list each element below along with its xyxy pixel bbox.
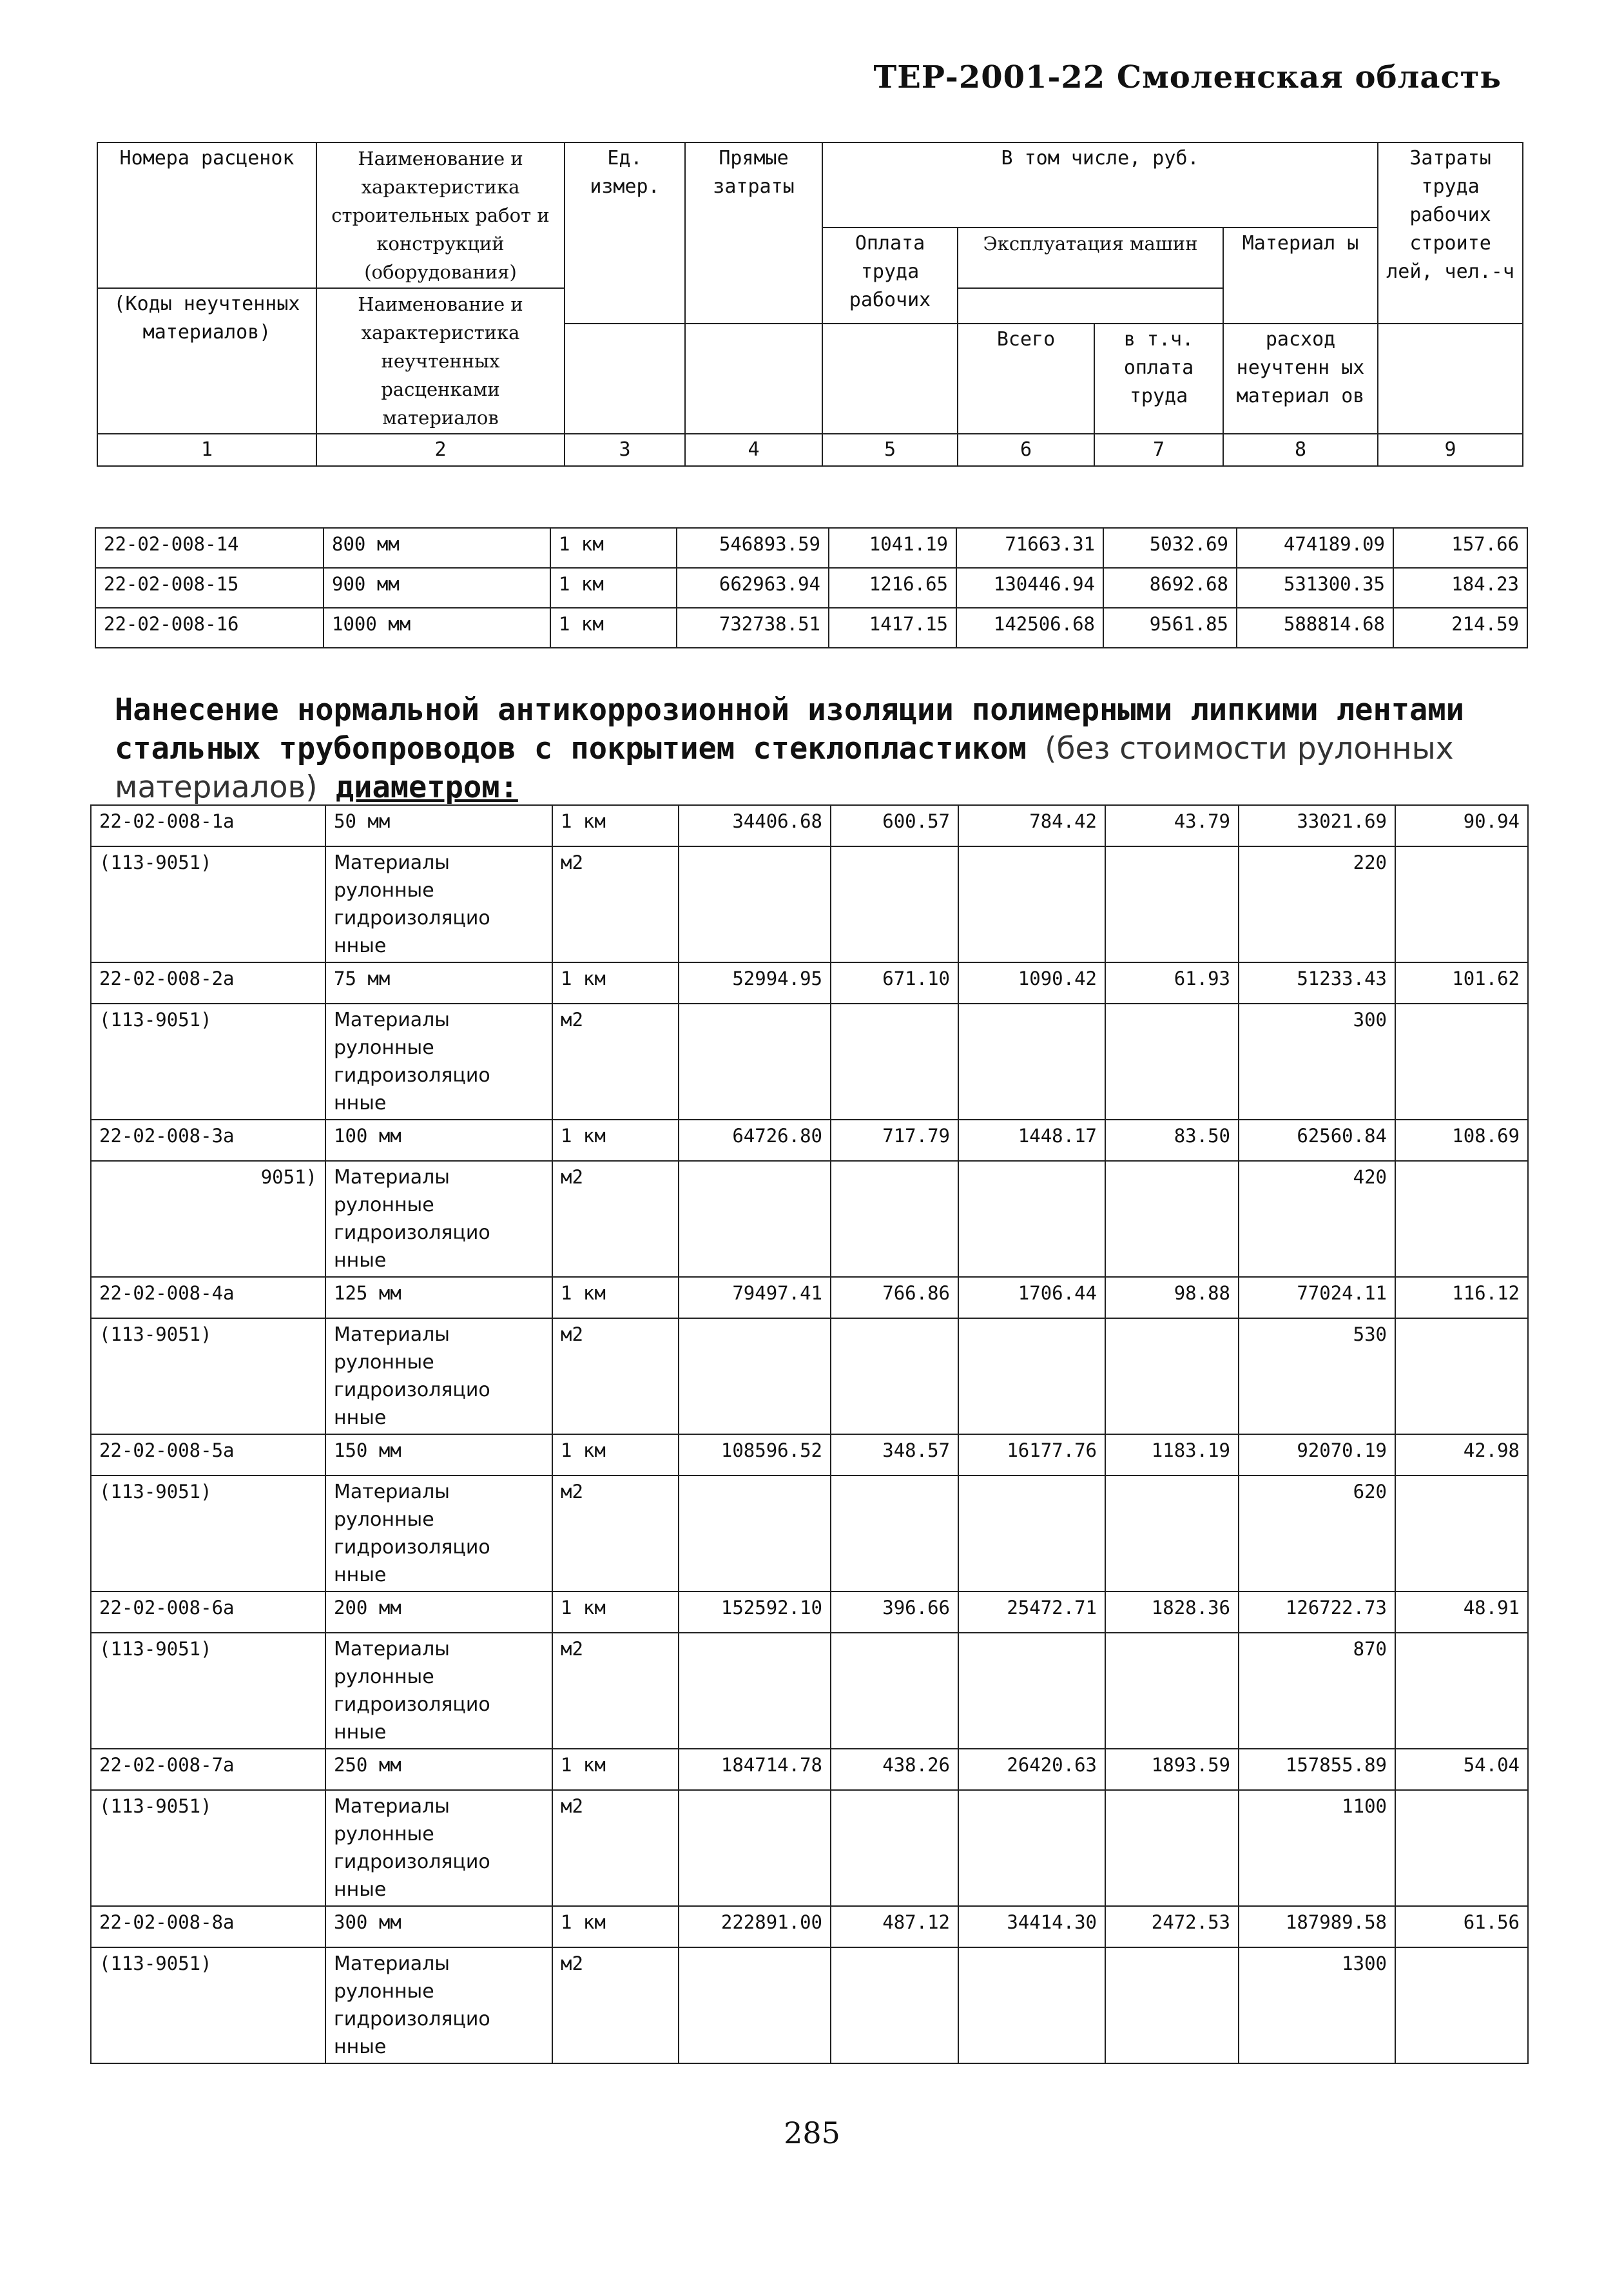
cell-labor: 184.23	[1393, 568, 1527, 608]
cell-mat: 157855.89	[1239, 1749, 1395, 1790]
cell-name: 75 мм	[325, 962, 552, 1004]
rate-row	[91, 962, 1528, 1004]
cell-labor: 90.94	[1395, 805, 1528, 846]
col-number: 7	[1094, 434, 1223, 466]
cell-direct	[679, 846, 831, 962]
header-work-name: Наименование и характеристика строительных работ и конструкций (оборудования)	[316, 142, 565, 288]
cell-mat: 51233.43	[1239, 962, 1395, 1004]
cell-direct	[679, 1161, 831, 1277]
cell-direct: 108596.52	[679, 1434, 831, 1475]
cell-wage	[831, 846, 958, 962]
cell-mat: 420	[1239, 1161, 1395, 1277]
material-row	[91, 1475, 1528, 1592]
cell-mach-wage: 5032.69	[1103, 528, 1237, 568]
cell-code: (113-9051)	[91, 1318, 325, 1434]
material-row	[91, 1318, 1528, 1434]
cell-mat: 1300	[1239, 1947, 1395, 2063]
cell-mach-wage	[1105, 1004, 1239, 1120]
cell-mach	[958, 1633, 1105, 1749]
header-material-consumption: расход неучтенн ых материал ов	[1223, 324, 1378, 434]
cell-mach-wage: 1828.36	[1105, 1592, 1239, 1633]
material-row	[91, 1004, 1528, 1120]
cell-direct: 184714.78	[679, 1749, 831, 1790]
cell-name: 300 мм	[325, 1906, 552, 1947]
rate-row	[95, 528, 1527, 568]
cell-mat: 870	[1239, 1633, 1395, 1749]
cell-labor: 157.66	[1393, 528, 1527, 568]
cell-direct	[679, 1318, 831, 1434]
cell-unit: 1 км	[552, 1434, 679, 1475]
cell-mach: 1706.44	[958, 1277, 1105, 1318]
header-column-numbers	[97, 434, 1523, 466]
cell-code: 22-02-008-1а	[91, 805, 325, 846]
cell-wage: 1216.65	[829, 568, 956, 608]
cell-wage	[831, 1475, 958, 1592]
cell-mach: 16177.76	[958, 1434, 1105, 1475]
cell-direct: 546893.59	[677, 528, 829, 568]
rates-table-1	[95, 527, 1528, 648]
cell-mat: 1100	[1239, 1790, 1395, 1906]
cell-mach-wage	[1105, 1318, 1239, 1434]
cell-mach: 34414.30	[958, 1906, 1105, 1947]
cell-mach-wage: 8692.68	[1103, 568, 1237, 608]
cell-mach: 26420.63	[958, 1749, 1105, 1790]
cell-mat: 126722.73	[1239, 1592, 1395, 1633]
cell-mach	[958, 1947, 1105, 2063]
cell-mat: 530	[1239, 1318, 1395, 1434]
cell-direct: 52994.95	[679, 962, 831, 1004]
cell-labor: 101.62	[1395, 962, 1528, 1004]
header-machines: Эксплуатация машин	[958, 228, 1223, 288]
cell-mat: 92070.19	[1239, 1434, 1395, 1475]
cell-labor: 116.12	[1395, 1277, 1528, 1318]
rate-row	[95, 568, 1527, 608]
cell-mach-wage: 43.79	[1105, 805, 1239, 846]
cell-name: 250 мм	[325, 1749, 552, 1790]
cell-name: Материалы рулонные гидроизоляцио нные	[325, 1004, 552, 1120]
cell-labor: 214.59	[1393, 608, 1527, 648]
section-title-note: (без стоимости рулонных материалов)	[115, 731, 1454, 805]
cell-mat: 77024.11	[1239, 1277, 1395, 1318]
cell-unit: 1 км	[552, 805, 679, 846]
cell-direct: 79497.41	[679, 1277, 831, 1318]
material-row	[91, 1161, 1528, 1277]
cell-mach-wage	[1105, 1790, 1239, 1906]
cell-direct	[679, 1475, 831, 1592]
cell-unit: 1 км	[550, 608, 677, 648]
header-machines-wage: в т.ч. оплата труда	[1094, 324, 1223, 434]
cell-mat: 300	[1239, 1004, 1395, 1120]
cell-wage: 600.57	[831, 805, 958, 846]
cell-mach-wage: 9561.85	[1103, 608, 1237, 648]
col-number: 8	[1223, 434, 1378, 466]
cell-wage	[831, 1004, 958, 1120]
rate-row	[91, 1906, 1528, 1947]
cell-mach: 25472.71	[958, 1592, 1105, 1633]
cell-direct	[679, 1004, 831, 1120]
cell-code: 22-02-008-6а	[91, 1592, 325, 1633]
cell-wage	[831, 1947, 958, 2063]
cell-labor	[1395, 1947, 1528, 2063]
cell-name: Материалы рулонные гидроизоляцио нные	[325, 1947, 552, 2063]
cell-wage: 348.57	[831, 1434, 958, 1475]
cell-mach-wage: 1893.59	[1105, 1749, 1239, 1790]
col-number: 9	[1378, 434, 1523, 466]
cell-unit: м2	[552, 1633, 679, 1749]
cell-mach-wage	[1105, 1161, 1239, 1277]
page-title: ТЕР-2001-22 Смоленская область	[873, 59, 1502, 95]
cell-name: Материалы рулонные гидроизоляцио нные	[325, 1161, 552, 1277]
cell-labor: 61.56	[1395, 1906, 1528, 1947]
cell-mach-wage: 1183.19	[1105, 1434, 1239, 1475]
cell-wage: 487.12	[831, 1906, 958, 1947]
material-row	[91, 1633, 1528, 1749]
cell-wage	[831, 1318, 958, 1434]
cell-unit: м2	[552, 1790, 679, 1906]
cell-unit: 1 км	[552, 1749, 679, 1790]
cell-code: 22-02-008-8а	[91, 1906, 325, 1947]
cell-direct: 34406.68	[679, 805, 831, 846]
cell-wage	[831, 1790, 958, 1906]
cell-mach	[958, 1790, 1105, 1906]
cell-name: 900 мм	[324, 568, 550, 608]
cell-code: 22-02-008-4а	[91, 1277, 325, 1318]
cell-wage: 1417.15	[829, 608, 956, 648]
section-title	[115, 691, 1481, 807]
cell-mat: 62560.84	[1239, 1120, 1395, 1161]
cell-direct: 64726.80	[679, 1120, 831, 1161]
cell-unit: 1 км	[550, 528, 677, 568]
cell-mach-wage	[1105, 1947, 1239, 2063]
cell-mach-wage: 61.93	[1105, 962, 1239, 1004]
section-title-tail: диаметром:	[335, 770, 518, 805]
col-number: 2	[316, 434, 565, 466]
cell-mach-wage: 2472.53	[1105, 1906, 1239, 1947]
cell-unit: м2	[552, 1947, 679, 2063]
cell-unit: м2	[552, 1475, 679, 1592]
section-title-main: Нанесение нормальной антикоррозионной изоляции полимерными липкими лентами стальных трубопроводов с покрытием стеклопластиком	[115, 692, 1464, 766]
cell-code: 22-02-008-15	[95, 568, 324, 608]
cell-wage: 1041.19	[829, 528, 956, 568]
cell-mat: 474189.09	[1237, 528, 1393, 568]
cell-name: 200 мм	[325, 1592, 552, 1633]
cell-mat: 220	[1239, 846, 1395, 962]
cell-name: 1000 мм	[324, 608, 550, 648]
cell-wage: 438.26	[831, 1749, 958, 1790]
cell-direct: 662963.94	[677, 568, 829, 608]
cell-mach-wage	[1105, 1633, 1239, 1749]
cell-code: (113-9051)	[91, 1947, 325, 2063]
header-group: В том числе, руб.	[822, 142, 1378, 228]
cell-mat: 531300.35	[1237, 568, 1393, 608]
header-material-name: Наименование и характеристика неучтенных расценками материалов	[316, 288, 565, 434]
cell-code: 22-02-008-14	[95, 528, 324, 568]
cell-mach	[958, 846, 1105, 962]
cell-mat: 187989.58	[1239, 1906, 1395, 1947]
cell-code: (113-9051)	[91, 1790, 325, 1906]
cell-mach: 784.42	[958, 805, 1105, 846]
cell-name: 50 мм	[325, 805, 552, 846]
cell-mat: 620	[1239, 1475, 1395, 1592]
cell-labor	[1395, 1633, 1528, 1749]
cell-wage: 766.86	[831, 1277, 958, 1318]
cell-mach: 142506.68	[956, 608, 1103, 648]
cell-direct: 152592.10	[679, 1592, 831, 1633]
cell-mach: 130446.94	[956, 568, 1103, 608]
cell-name: Материалы рулонные гидроизоляцио нные	[325, 1790, 552, 1906]
cell-labor: 42.98	[1395, 1434, 1528, 1475]
column-header-table	[97, 142, 1523, 467]
cell-unit: 1 км	[552, 1592, 679, 1633]
cell-labor	[1395, 1161, 1528, 1277]
col-number: 6	[958, 434, 1094, 466]
rate-row	[91, 805, 1528, 846]
cell-code: 22-02-008-5а	[91, 1434, 325, 1475]
cell-name: 100 мм	[325, 1120, 552, 1161]
material-row	[91, 1947, 1528, 2063]
cell-mach	[958, 1318, 1105, 1434]
cell-code: (113-9051)	[91, 846, 325, 962]
cell-unit: м2	[552, 1318, 679, 1434]
cell-name: 125 мм	[325, 1277, 552, 1318]
cell-name: Материалы рулонные гидроизоляцио нные	[325, 846, 552, 962]
cell-direct	[679, 1633, 831, 1749]
cell-mach	[958, 1161, 1105, 1277]
rate-row	[91, 1592, 1528, 1633]
cell-labor	[1395, 1790, 1528, 1906]
rate-row	[91, 1120, 1528, 1161]
cell-unit: 1 км	[552, 962, 679, 1004]
cell-code: (113-9051)	[91, 1004, 325, 1120]
cell-labor: 54.04	[1395, 1749, 1528, 1790]
rate-row	[91, 1434, 1528, 1475]
cell-name: 150 мм	[325, 1434, 552, 1475]
cell-code: 22-02-008-3а	[91, 1120, 325, 1161]
cell-unit: м2	[552, 846, 679, 962]
header-machines-total: Всего	[958, 324, 1094, 434]
rates-table-2	[90, 804, 1529, 2064]
cell-direct	[679, 1947, 831, 2063]
cell-mach-wage	[1105, 1475, 1239, 1592]
cell-name: Материалы рулонные гидроизоляцио нные	[325, 1633, 552, 1749]
cell-mat: 588814.68	[1237, 608, 1393, 648]
cell-mach: 1090.42	[958, 962, 1105, 1004]
cell-wage: 717.79	[831, 1120, 958, 1161]
cell-mach-wage: 83.50	[1105, 1120, 1239, 1161]
material-row	[91, 1790, 1528, 1906]
cell-labor: 48.91	[1395, 1592, 1528, 1633]
cell-code: (113-9051)	[91, 1475, 325, 1592]
cell-labor: 108.69	[1395, 1120, 1528, 1161]
cell-mach	[958, 1475, 1105, 1592]
rate-row	[91, 1749, 1528, 1790]
cell-wage: 671.10	[831, 962, 958, 1004]
cell-direct: 222891.00	[679, 1906, 831, 1947]
cell-code: 9051)	[91, 1161, 325, 1277]
cell-labor	[1395, 1318, 1528, 1434]
cell-labor	[1395, 846, 1528, 962]
col-number: 5	[822, 434, 958, 466]
cell-code: 22-02-008-2а	[91, 962, 325, 1004]
cell-unit: м2	[552, 1004, 679, 1120]
header-direct-costs: Прямые затраты	[685, 142, 822, 324]
cell-mat: 33021.69	[1239, 805, 1395, 846]
cell-unit: 1 км	[552, 1120, 679, 1161]
cell-wage: 396.66	[831, 1592, 958, 1633]
header-materials: Материал ы	[1223, 228, 1378, 324]
material-row	[91, 846, 1528, 962]
header-labor: Затраты труда рабочих строите лей, чел.-ч	[1378, 142, 1523, 324]
cell-name: 800 мм	[324, 528, 550, 568]
header-codes: Номера расценок	[97, 142, 316, 288]
cell-mach: 1448.17	[958, 1120, 1105, 1161]
cell-mach: 71663.31	[956, 528, 1103, 568]
cell-mach-wage	[1105, 846, 1239, 962]
cell-direct	[679, 1790, 831, 1906]
col-number: 1	[97, 434, 316, 466]
cell-direct: 732738.51	[677, 608, 829, 648]
cell-wage	[831, 1161, 958, 1277]
cell-mach	[958, 1004, 1105, 1120]
cell-name: Материалы рулонные гидроизоляцио нные	[325, 1475, 552, 1592]
cell-code: (113-9051)	[91, 1633, 325, 1749]
cell-code: 22-02-008-16	[95, 608, 324, 648]
rate-row	[95, 608, 1527, 648]
header-wage: Оплата труда рабочих	[822, 228, 958, 324]
page-number: 285	[784, 2116, 840, 2150]
cell-unit: м2	[552, 1161, 679, 1277]
cell-code: 22-02-008-7а	[91, 1749, 325, 1790]
cell-unit: 1 км	[552, 1906, 679, 1947]
rate-row	[91, 1277, 1528, 1318]
col-number: 4	[685, 434, 822, 466]
cell-labor	[1395, 1004, 1528, 1120]
cell-wage	[831, 1633, 958, 1749]
col-number: 3	[565, 434, 685, 466]
cell-labor	[1395, 1475, 1528, 1592]
header-unit: Ед. измер.	[565, 142, 685, 324]
cell-unit: 1 км	[552, 1277, 679, 1318]
cell-name: Материалы рулонные гидроизоляцио нные	[325, 1318, 552, 1434]
cell-unit: 1 км	[550, 568, 677, 608]
cell-mach-wage: 98.88	[1105, 1277, 1239, 1318]
header-material-codes: (Коды неучтенных материалов)	[97, 288, 316, 434]
